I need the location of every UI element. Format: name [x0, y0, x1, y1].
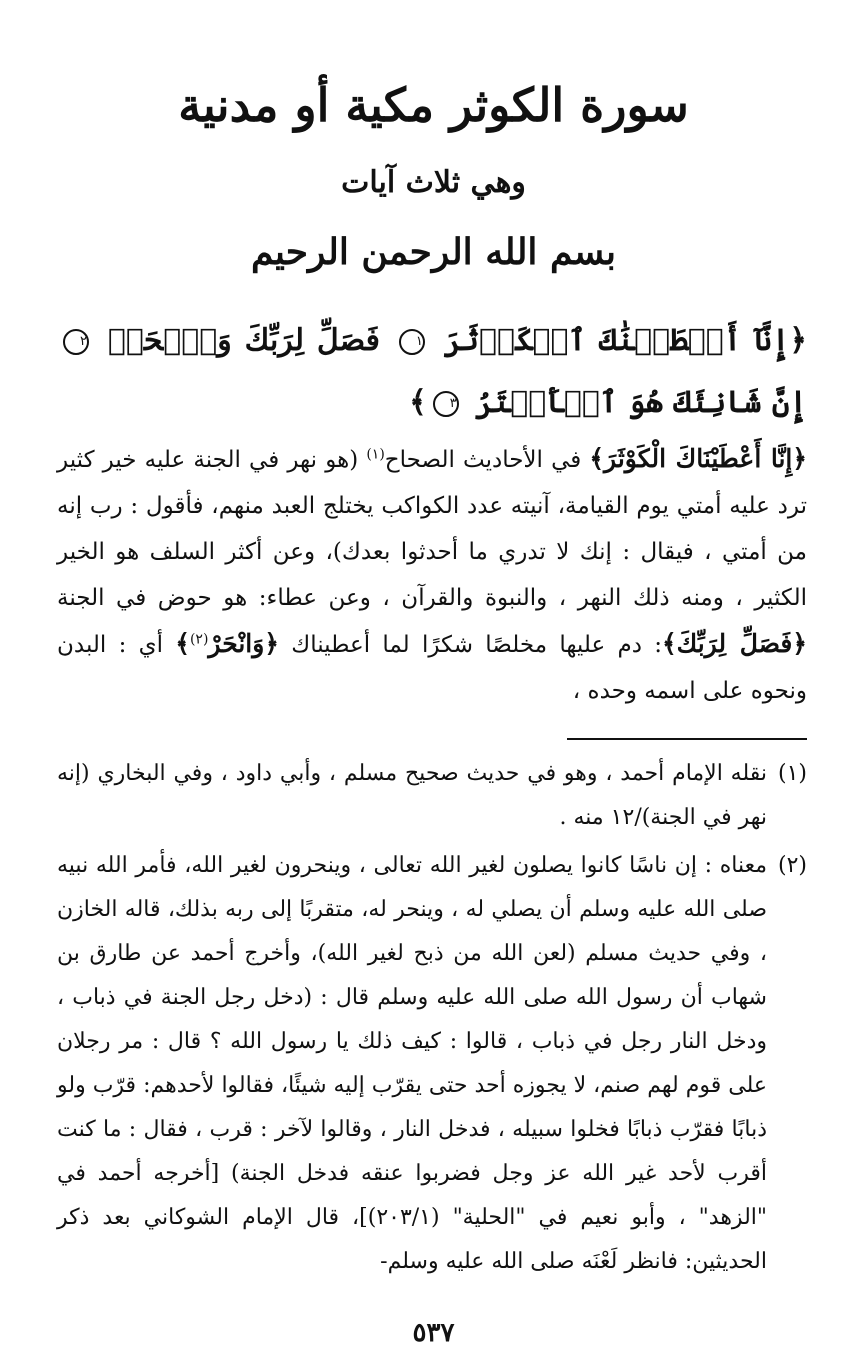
quote-verse-2: ﴿فَصَلِّ لِرَبِّكَ﴾	[662, 629, 807, 658]
verse-number-marker-3: ٣	[433, 391, 459, 417]
verse-number-marker-1: ١	[399, 329, 425, 355]
footnote-text-2: معناه : إن ناسًا كانوا يصلون لغير الله تعالى ، وينحرون لغير الله، فأمر الله نبيه صلى الله عليه وسلم أن يصلي له ، وينحر له، متقربًا إلى ربه بذلك، قاله الخازن ، وفي حديث مسلم (لعن الله من ذبح لغير الله)، وأخرج أحمد عن طارق بن شهاب أن رسول الله صلى الله عليه وسلم قال : (دخل رجل الجنة في ذباب ، ودخل النار رجل في ذباب ، قالوا : كيف ذلك يا رسول الله ؟ قال : مر رجلان على قوم لهم صنم، لا يجوزه أحد حتى يقرّب إليه شيئًا، فقالوا لأحدهم: قرّب ولو ذبابًا فقرّب ذبابًا فخلوا سبيله ، فدخل النار ، وقالوا لآخر : قرب ، فقال : ما كنت أقرب لأحد غير الله عز وجل فضربوا عنقه فدخل الجنة) [أخرجه أحمد في "الزهد" ، وأبو نعيم في "الحلية" (٢٠٣/١)]، قال الإمام الشوكاني بعد ذكر الحديثين: فانظر لَعْنَه صلى الله عليه وسلم-	[57, 853, 768, 1274]
verse-part-3: إِنَّ شَانِئَكَ هُوَ ٱلۡأَبۡتَرُ	[475, 385, 807, 420]
verse-close-bracket: ﴾	[409, 385, 427, 420]
quote-verse-3: ﴿وَانْحَرْ	[208, 629, 279, 658]
tafsir-text-4: أي : البدن ونحوه على اسمه وحده ،	[57, 632, 807, 704]
footnote-1	[57, 752, 807, 840]
footnote-text-1: نقله الإمام أحمد ، وهو في حديث صحيح مسلم ، وأبي داود ، وفي البخاري (إنه نهر في الجنة)/١٢ منه .	[57, 761, 767, 830]
footnote-ref-1[interactable]: (١)	[366, 446, 385, 463]
surah-title: سورة الكوثر مكية أو مدنية	[178, 78, 689, 132]
footnotes-section	[57, 752, 807, 1288]
footnote-ref-2[interactable]: (٢)	[189, 631, 209, 648]
tafsir-text-3: : دم عليها مخلصًا شكرًا لما أعطيناك	[278, 632, 662, 658]
tafsir-text	[57, 436, 807, 714]
footnote-2	[57, 844, 807, 1284]
tafsir-paragraph	[57, 436, 807, 714]
verse-number-marker-2: ٢	[63, 329, 89, 355]
quran-verse-block	[57, 310, 807, 434]
tafsir-text-2: (هو نهر في الجنة عليه خير كثير ترد عليه أمتي يوم القيامة، آنيته عدد الكواكب يختلج العبد منهم، فأقول : رب إنه من أمتي ، فيقال : إنك لا تدري ما أحدثوا بعدك)، وعن أكثر السلف هو الخير الكثير ، ومنه ذلك النهر ، والنبوة والقرآن ، وعن عطاء: هو حوض في الجنة	[57, 447, 807, 611]
quote-verse-1: ﴿إِنَّا أَعْطَيْنَاكَ الْكَوْثَرَ﴾	[589, 444, 807, 473]
tafsir-text-1: في الأحاديث الصحاح	[384, 447, 590, 473]
footnote-divider	[567, 738, 807, 740]
verse-part-2: فَصَلِّ لِرَبِّكَ وَٱنۡحَرۡ	[107, 323, 380, 358]
verse-count-subtitle: وهي ثلاث آيات	[341, 165, 526, 200]
basmala: بسم الله الرحمن الرحيم	[250, 231, 617, 273]
verse-open-bracket: ﴿	[789, 323, 807, 358]
quote-verse-3-close: ﴾	[175, 629, 190, 658]
footnote-number-2: (٢)	[777, 853, 807, 878]
verse-part-1: إِنَّآ أَعۡطَيۡنَٰكَ ٱلۡكَوۡثَرَ	[443, 323, 790, 358]
footnote-number-1: (١)	[777, 761, 807, 786]
page-number: ٥٣٧	[412, 1318, 455, 1348]
